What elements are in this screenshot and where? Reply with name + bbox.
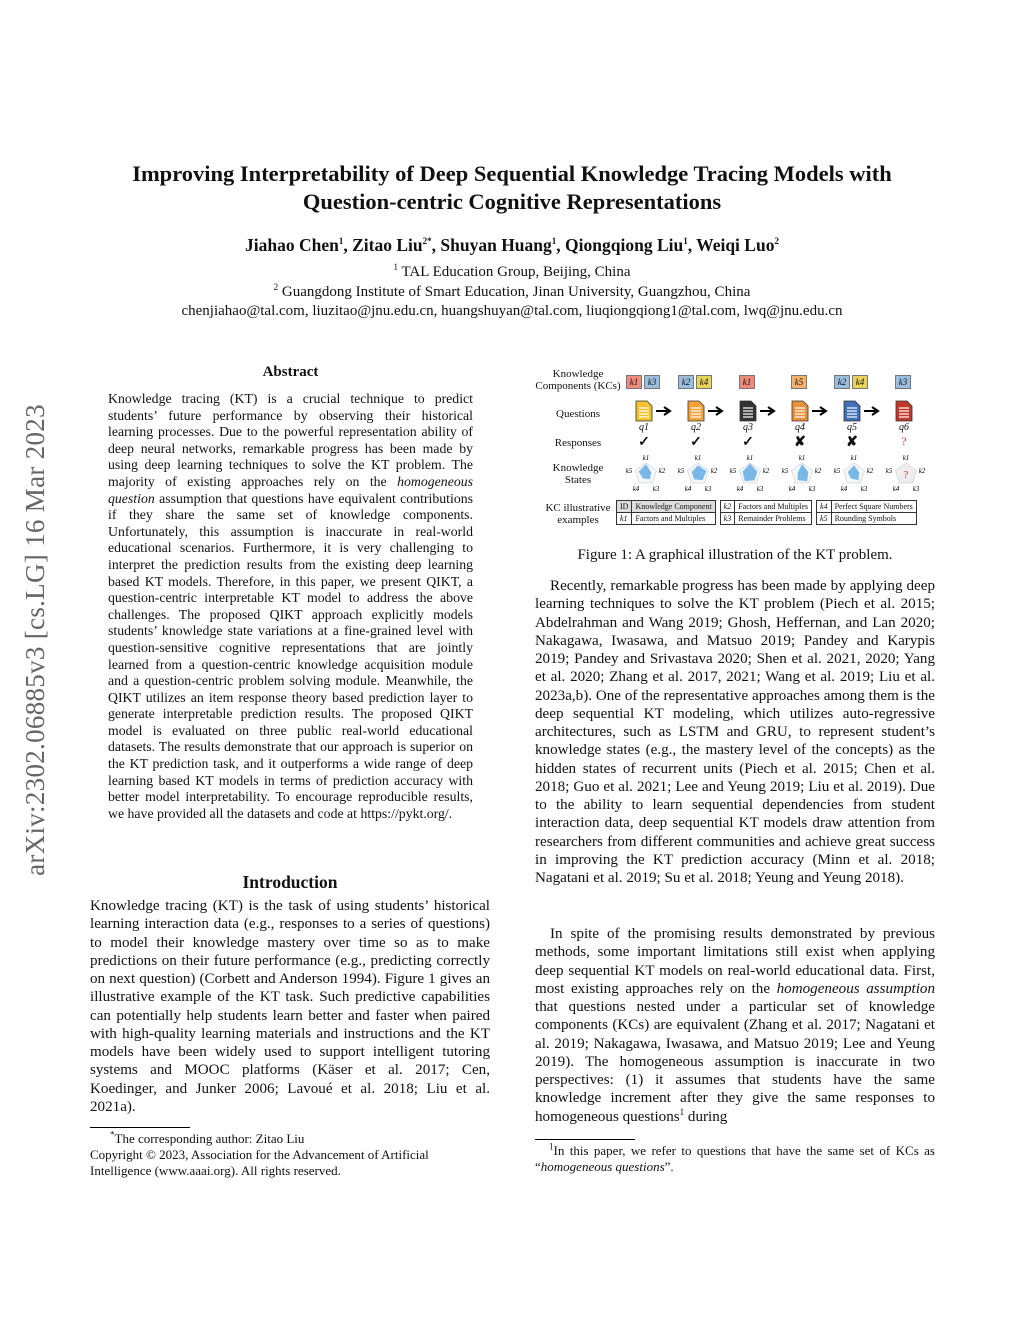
kc-table (616, 500, 932, 525)
title-line-2: Question-centric Cognitive Representations (302, 189, 722, 214)
step-kcs (832, 372, 872, 390)
footnote-left (90, 1131, 490, 1179)
knowledge-state-radar (776, 450, 828, 496)
author-affiliation-mark: 1 (338, 236, 344, 247)
response-mark: ✓ (690, 435, 702, 450)
state-kc-label: k5 (833, 467, 841, 475)
kc-table-part-2 (720, 500, 812, 525)
state-kc-label: k5 (729, 467, 737, 475)
question-label: q3 (743, 422, 753, 433)
question-document-icon (738, 400, 758, 422)
author-affiliation-mark: 1 (551, 236, 557, 247)
paper-title (80, 160, 944, 216)
table-row: ID Knowledge Component (617, 501, 716, 513)
copyright-note: Copyright © 2023, Association for the Advancement of Artificial Intelligence (www.aaai.org). All rights reserved. (90, 1147, 429, 1178)
state-kc-label: k3 (912, 485, 920, 493)
step-kcs (884, 372, 924, 390)
abstract-text: Knowledge tracing (KT) is a crucial technique to predict students’ future performance by observing their historical learning processes. Due to the powerful representation ability of deep neural networks, remarkable progress has been made by using deep learning techniques to solve the KT problem. The majority of existing approaches rely on the homogeneous question assumption that questions have equivalent contributions if they share the same set of knowledge components. Unfortunately, this assumption is inaccurate in real-world educational scenarios. Furthermore, it is very challenging to interpret the prediction results from the existing deep learning based KT models. Therefore, in this paper, we present QIKT, a question-centric interpretable KT model to address the above challenges. The proposed QIKT approach explicitly models students’ knowledge state variations at a fine-grained level with question-sensitive cognitive representations that are jointly learned from a question-centric knowledge acquisition module and a question-centric problem solving module. Meanwhile, the QIKT utilizes an item response theory based prediction layer to generate interpretable prediction results. The proposed QIKT model is evaluated on three public real-world educational datasets. The results demonstrate that our approach is superior on the KT prediction task, and it outperforms a wide range of deep learning based KT models in terms of prediction accuracy with better model interpretability. To encourage reproducible results, we have provided all the datasets and code at https://pykt.org/. (108, 391, 473, 821)
author-affiliation-mark: 2 (774, 236, 779, 247)
affiliation-1: $^1$ TAL Education Group, Beijing, China (393, 262, 631, 280)
kc-badge: k1 (626, 375, 642, 389)
state-kc-label: k5 (781, 467, 789, 475)
author-emails: chenjiahao@tal.com, liuzitao@jnu.edu.cn, huangshuyan@tal.com, liuqiongqiong1@tal.com, lwq@jnu.edu.cn (181, 303, 843, 319)
kc-badge: k5 (791, 375, 807, 389)
introduction-text: Knowledge tracing (KT) is the task of using students’ historical learning interaction data (e.g., responses to a series of questions) to model their knowledge mastery over time so as to make predictions on their future performance (e.g., predicting correctly on next question) (Corbett and Anderson 1994). Figure 1 gives an illustrative example of the KT task. Such predictive capabilities can potentially help students learn better and faster when paired with high-quality learning materials and instructions and the KT models have been widely used to support intelligent tutoring systems and MOOC platforms (Käser et al. 2017; Cen, Koedinger, and Junker 2006; Lavoué et al. 2018; Liu et al. 2021a). (90, 898, 490, 1115)
arrow-right-icon (812, 406, 830, 416)
unknown-state-mark: ? (903, 469, 909, 481)
arrow-right-icon (760, 406, 778, 416)
kc-badge: k3 (895, 375, 911, 389)
arrow-right-icon (656, 406, 674, 416)
figure-caption: Figure 1: A graphical illustration of the KT problem. (577, 547, 893, 563)
state-kc-label: k4 (788, 485, 796, 493)
kc-badge: k4 (696, 375, 712, 389)
kc-badge: k2 (678, 375, 694, 389)
state-kc-label: k4 (892, 485, 900, 493)
state-kc-label: k2 (710, 467, 718, 475)
author-name: Zitao Liu (352, 235, 423, 255)
state-kc-label: k1 (694, 454, 702, 462)
step-kcs (624, 372, 664, 390)
right-paragraph-2: In spite of the promising results demonstrated by previous methods, some important limitations still exist when applying deep sequential KT models on real-world educational data. First, most existing approaches rely on the homogeneous assumption that questions nested under a particular set of knowledge components (KCs) are equivalent (Zhang et al. 2017; Nagatani et al. 2019; Nakagawa, Iwasawa, and Matsuo 2019; Lee and Yeung 2019). The homogeneous assumption is inaccurate in two perspectives: (1) it assumes that students have the same knowledge increment after they give the same responses to homogeneous questions$^1$ during (535, 926, 935, 1125)
knowledge-state-radar (620, 450, 672, 496)
label-knowledge-states: Knowledge States (552, 462, 604, 486)
state-kc-label: k1 (642, 454, 650, 462)
state-kc-label: k2 (658, 467, 666, 475)
knowledge-state-radar (724, 450, 776, 496)
arxiv-stamp: arXiv:2302.06885v3 [cs.LG] 16 Mar 2023 (20, 404, 50, 876)
footnote-right: $^1$In this paper, we refer to questions that have the same set of KCs as “homogeneous questions”. (535, 1141, 935, 1174)
author-list: Jiahao Chen$^1$, Zitao Liu$^{2*}$, Shuyan Huang$^1$, Qiongqiong Liu$^1$, Weiqi Luo$^2$ (245, 235, 779, 255)
arrow-right-icon (864, 406, 882, 416)
state-kc-label: k4 (684, 485, 692, 493)
state-kc-label: k3 (652, 485, 660, 493)
knowledge-state-radar (880, 450, 932, 496)
label-knowledge-components: Knowledge Components (KCs) (535, 368, 621, 392)
state-kc-label: k1 (850, 454, 858, 462)
question-document-icon (790, 400, 810, 422)
footnote-rule-right (535, 1139, 635, 1140)
question-label: q4 (795, 422, 805, 433)
label-responses: Responses (554, 437, 602, 449)
kc-badge: k4 (852, 375, 868, 389)
arrow-right-icon (708, 406, 726, 416)
label-questions: Questions (556, 408, 600, 420)
kc-table-part-1 (616, 500, 716, 525)
author-name: Weiqi Luo (696, 235, 775, 255)
right-paragraph-1: Recently, remarkable progress has been made by applying deep learning techniques to solve the KT problem (Piech et al. 2015; Abdelrahman and Wang 2019; Ghosh, Heffernan, and Lan 2020; Nakagawa, Iwasawa, and Matsuo 2019; Pandey and Karypis 2019; Pandey and Srivastava 2020; Shen et al. 2021, 2020; Yang et al. 2020; Zhang et al. 2017, 2021; Wang et al. 2019; Liu et al. 2023a,b). One of the representative approaches among them is the deep sequential KT modeling, which utilizes auto-regressive architectures, such as LSTM and GRU, to represent student’s knowledge states (e.g., the mastery level of the concepts) as the hidden states of recurrent units (Piech et al. 2015; Chen et al. 2018; Guo et al. 2021; Lee and Yeung 2019; Liu et al. 2019). Due to the ability to learn sequential dependencies from student interaction data, deep sequential KT models draw attention from researchers from different communities and achieve great success in improving the KT prediction accuracy (Minn et al. 2018; Nagatani et al. 2019; Su et al. 2018; Yeung and Yeung 2018). (535, 578, 935, 886)
kc-badge: k3 (644, 375, 660, 389)
state-kc-label: k5 (677, 467, 685, 475)
table-row: k4 Perfect Square Numbers (817, 501, 917, 513)
state-kc-label: k3 (860, 485, 868, 493)
response-mark: ✘ (846, 435, 858, 450)
figure-1 (532, 362, 932, 530)
state-kc-label: k2 (814, 467, 822, 475)
step-kcs (780, 372, 820, 390)
state-kc-label: k4 (840, 485, 848, 493)
author-affiliation-mark: 2* (422, 236, 432, 247)
introduction-heading: Introduction (242, 872, 338, 892)
table-row: k2 Factors and Multiples (720, 501, 811, 513)
state-kc-label: k2 (866, 467, 874, 475)
title-line-1: Improving Interpretability of Deep Sequential Knowledge Tracing Models with (132, 161, 892, 186)
state-kc-label: k5 (885, 467, 893, 475)
question-document-icon (894, 400, 914, 422)
table-row: k5 Rounding Symbols (817, 513, 917, 525)
state-kc-label: k3 (756, 485, 764, 493)
question-document-icon (686, 400, 706, 422)
corresponding-author-note: *The corresponding author: Zitao Liu (110, 1129, 305, 1146)
affiliation-2: $^2$ Guangdong Institute of Smart Education, Jinan University, Guangzhou, China (273, 282, 751, 300)
state-kc-label: k4 (736, 485, 744, 493)
response-mark: ✓ (638, 435, 650, 450)
knowledge-state-radar (828, 450, 880, 496)
response-mark: ✘ (794, 435, 806, 450)
introduction-section (90, 872, 490, 1116)
state-kc-label: k3 (808, 485, 816, 493)
question-label: q6 (899, 422, 909, 433)
state-kc-label: k1 (798, 454, 806, 462)
state-kc-label: k1 (746, 454, 754, 462)
abstract-heading: Abstract (262, 364, 319, 380)
state-kc-label: k5 (625, 467, 633, 475)
response-mark: ✓ (742, 435, 754, 450)
question-document-icon (634, 400, 654, 422)
kc-badge: k1 (739, 375, 755, 389)
author-name: Shuyan Huang (440, 235, 552, 255)
kt-sequence (620, 362, 932, 494)
abstract-section (108, 364, 473, 822)
step-kcs (676, 372, 716, 390)
author-name: Qiongqiong Liu (565, 235, 684, 255)
footnote-rule-left (90, 1127, 190, 1128)
table-row: k1 Factors and Multiples (617, 513, 716, 525)
state-kc-label: k3 (704, 485, 712, 493)
state-kc-label: k2 (918, 467, 926, 475)
author-affiliation-mark: 1 (683, 236, 688, 247)
table-row: k3 Remainder Problems (720, 513, 811, 525)
question-label: q5 (847, 422, 857, 433)
question-label: q2 (691, 422, 701, 433)
question-document-icon (842, 400, 862, 422)
kc-table-part-3 (816, 500, 917, 525)
author-name: Jiahao Chen (245, 235, 339, 255)
question-label: q1 (639, 422, 649, 433)
response-mark: ? (901, 434, 907, 448)
knowledge-state-radar (672, 450, 724, 496)
state-kc-label: k2 (762, 467, 770, 475)
label-kc-examples: KC illustrative examples (545, 502, 611, 526)
state-kc-label: k4 (632, 485, 640, 493)
step-kcs (728, 372, 768, 390)
kc-badge: k2 (834, 375, 850, 389)
state-kc-label: k1 (902, 454, 910, 462)
